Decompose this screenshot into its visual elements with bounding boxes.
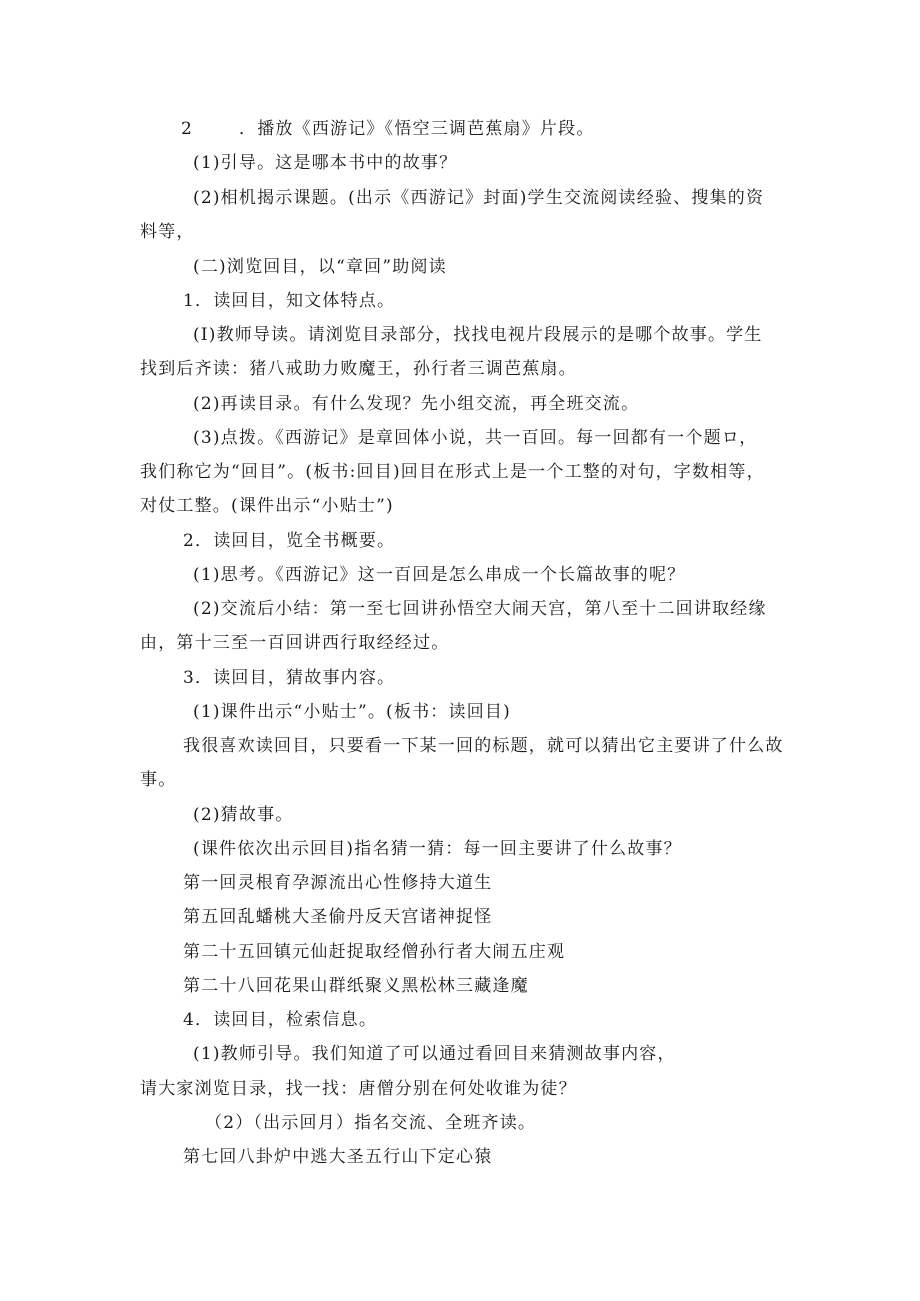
paragraph-line: 由，第十三至一百回讲西行取经经过。 <box>140 633 450 653</box>
section-heading: (二)浏览回目，以“章回”助阅读 <box>193 257 447 277</box>
paragraph-line: (1)思考。《西游记》这一百回是怎么串成一个长篇故事的呢？ <box>193 565 686 585</box>
paragraph-line: (2)相机揭示课题。(出示《西游记》封面)学生交流阅读经验、搜集的资 <box>193 188 765 208</box>
paragraph-line: (3)点拨。《西游记》是章回体小说，共一百回。每一回都有一个题ロ， <box>193 428 758 448</box>
step-heading: 4．读回目，检索信息。 <box>183 1010 378 1030</box>
paragraph-line: 对仗工整。(课件出示“小贴士”) <box>140 496 394 516</box>
step-number: 2 <box>181 119 194 139</box>
chapter-title: 第一回灵根育孕源流出心性修持大道生 <box>183 873 493 893</box>
paragraph-line: 我很喜欢读回目，只要看一下某一回的标题，就可以猜出它主要讲了什么故 <box>183 736 784 756</box>
chapter-title: 第五回乱蟠桃大圣偷丹反天宫诸神捉怪 <box>183 907 493 927</box>
paragraph-line: (2)再读目录。有什么发现？先小组交流，再全班交流。 <box>193 394 640 414</box>
paragraph-line: (课件依次出示回目)指名猜一猜：每一回主要讲了什么故事？ <box>193 839 682 859</box>
paragraph-line: (1)引导。这是哪本书中的故事？ <box>193 153 458 173</box>
paragraph-line: 找到后齐读：猪八戒助力败魔王，孙行者三调芭蕉扇。 <box>140 359 577 379</box>
step-2-heading <box>181 118 595 140</box>
step-heading: 1．读回目，知文体特点。 <box>183 291 396 311</box>
chapter-title: 第二十八回花果山群纸聚义黑松林三藏逢魔 <box>183 976 529 996</box>
paragraph-line: (2)交流后小结：第一至七回讲孙悟空大闹天宫，第八至十二回讲取经缘 <box>193 599 767 619</box>
paragraph-line: （2）（出示回月）指名交流、全班齐读。 <box>205 1113 537 1133</box>
paragraph-line: 请大家浏览日录，找一找：唐僧分别在何处收谁为徒？ <box>140 1079 577 1099</box>
paragraph-line: 事。 <box>140 770 177 790</box>
paragraph-line: 料等， <box>140 222 195 242</box>
step-text: ．播放《西游记》《悟空三调芭蕉扇》片段。 <box>239 119 595 139</box>
paragraph-line: 我们称它为“回目”。(板书:回目)回目在形式上是一个工整的对句，字数相等， <box>140 462 765 482</box>
paragraph-line: (2)猜故事。 <box>193 805 294 825</box>
paragraph-line: (1)课件出示“小贴士”。(板书：读回目) <box>193 702 511 722</box>
paragraph-line: (1)教师引导。我们知道了可以通过看回目来猜测故事内容， <box>193 1044 676 1064</box>
chapter-title: 第七回八卦炉中逃大圣五行山下定心猿 <box>183 1147 493 1167</box>
chapter-title: 第二十五回镇元仙赶捉取经僧孙行者大闹五庄观 <box>183 942 566 962</box>
step-heading: 2．读回目，览全书概要。 <box>183 531 396 551</box>
step-heading: 3．读回目，猜故事内容。 <box>183 668 396 688</box>
paragraph-line: (I)教师导读。请浏览目录部分，找找电视片段展示的是哪个故事。学生 <box>193 325 763 345</box>
